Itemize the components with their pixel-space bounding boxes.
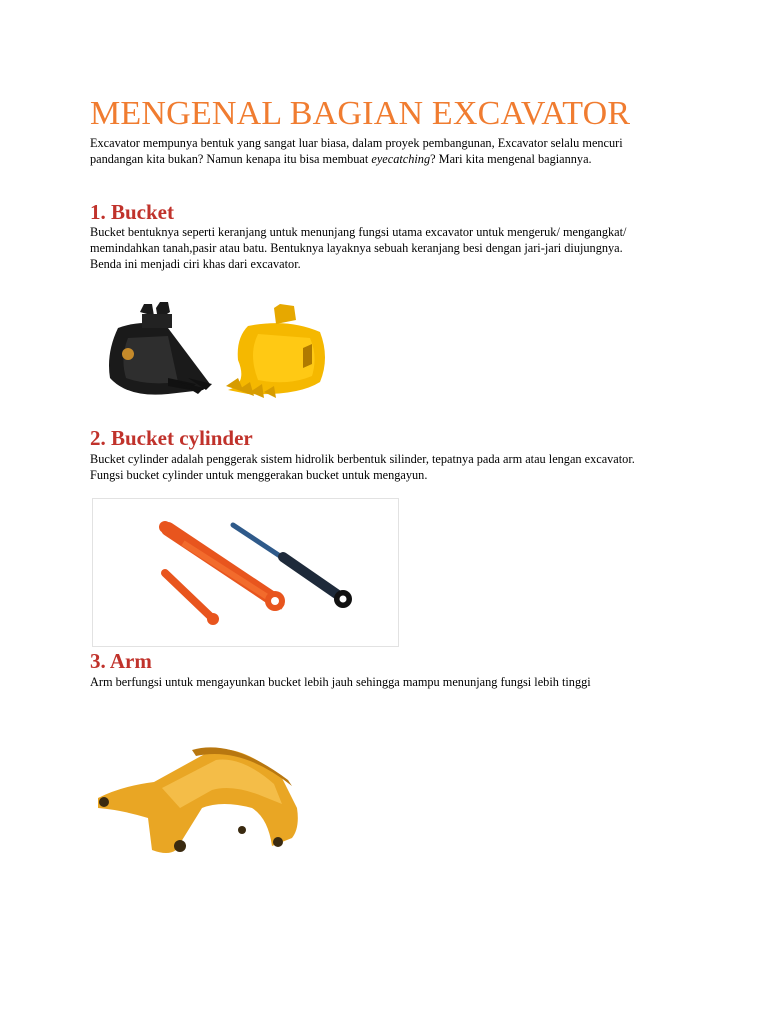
section-heading-arm: [90, 648, 152, 674]
cylinder-graphic-large: [159, 521, 285, 611]
paragraph-line: Bucket cylinder adalah penggerak sistem hidrolik berbentuk silinder, tepatnya pada arm atau lengan excavator.: [90, 452, 635, 466]
bucket-cylinder-image: [92, 498, 399, 647]
intro-line-1: Excavator mempunya bentuk yang sangat luar biasa, dalam proyek pembangunan, Excavator selalu mencuri: [90, 136, 623, 150]
bucket-image: [98, 298, 338, 408]
section-number: 1.: [90, 200, 106, 224]
paragraph-line: memindahkan tanah,pasir atau batu. Bentuknya layaknya sebuah keranjang besi dengan jari-jari diujungnya.: [90, 241, 623, 255]
black-bucket-graphic: [109, 302, 212, 395]
section-title: Bucket: [111, 200, 174, 224]
intro-line-2b: ? Mari kita mengenal bagiannya.: [430, 152, 592, 166]
section-paragraph-bucket-cylinder: [90, 451, 677, 483]
paragraph-line: Bucket bentuknya seperti keranjang untuk menunjang fungsi utama excavator untuk mengeruk/ mengangkat/: [90, 225, 627, 239]
yellow-bucket-graphic: [226, 304, 325, 398]
section-heading-bucket-cylinder: [90, 425, 253, 451]
arm-graphic: [98, 747, 298, 853]
section-number: 2.: [90, 426, 106, 450]
paragraph-line: Arm berfungsi untuk mengayunkan bucket lebih jauh sehingga mampu menunjang fungsi lebih tinggi: [90, 675, 591, 689]
section-number: 3.: [90, 649, 106, 673]
cylinder-graphic-dark: [233, 525, 352, 608]
arm-image: [92, 738, 304, 862]
paragraph-line: Benda ini menjadi ciri khas dari excavator.: [90, 257, 301, 271]
section-paragraph-arm: [90, 674, 677, 690]
paragraph-line: Fungsi bucket cylinder untuk menggerakan bucket untuk mengayun.: [90, 468, 428, 482]
section-title: Bucket cylinder: [111, 426, 253, 450]
section-title: Arm: [109, 649, 152, 673]
intro-emphasis: eyecatching: [371, 152, 431, 166]
section-heading-bucket: [90, 199, 174, 225]
intro-paragraph: [90, 135, 677, 167]
intro-line-2a: pandangan kita bukan? Namun kenapa itu bisa membuat: [90, 152, 372, 166]
section-paragraph-bucket: [90, 224, 677, 272]
page-title: MENGENAL BAGIAN EXCAVATOR: [90, 95, 631, 132]
cylinder-graphic-small: [165, 573, 219, 625]
